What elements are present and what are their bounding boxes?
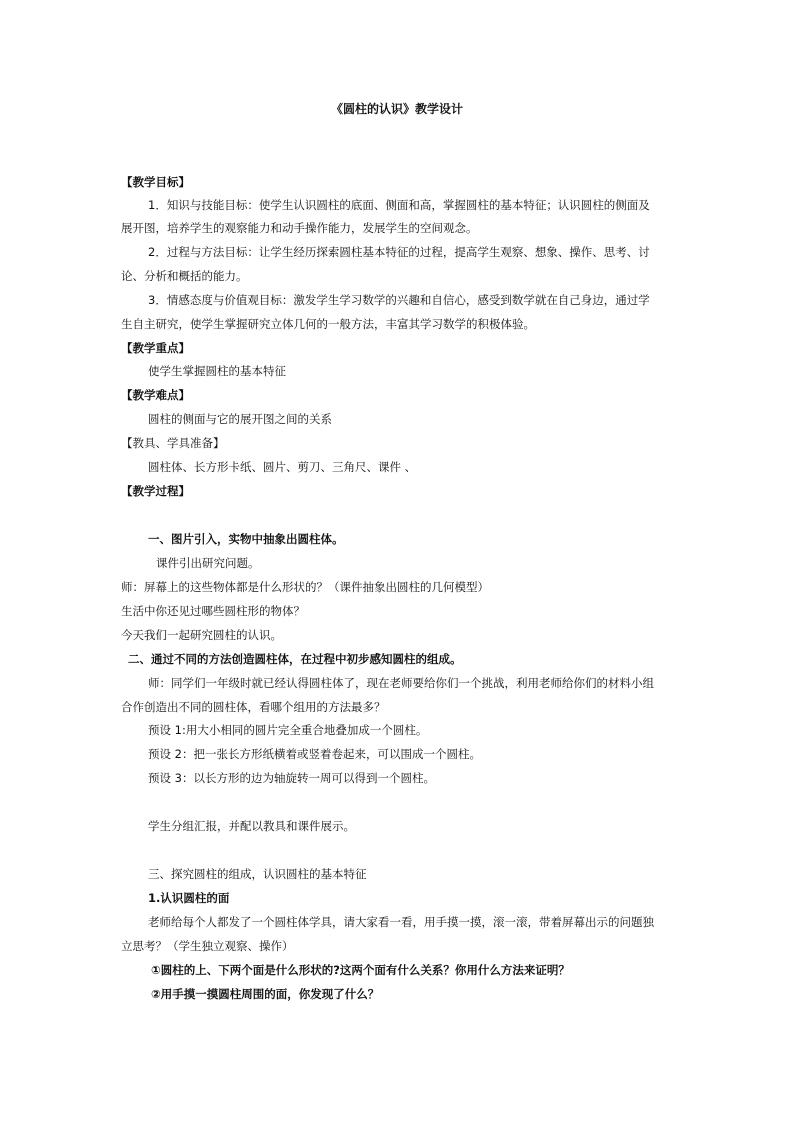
- key-point-heading: 【教学重点】: [121, 341, 190, 355]
- difficulty-heading: 【教学难点】: [121, 388, 190, 402]
- section-3-question-2: ②用手摸一摸圆柱周围的面，你发现了什么？: [151, 987, 380, 1001]
- process-heading: 【教学过程】: [121, 484, 190, 498]
- section-3-paragraph-line-1: 老师给每个人都发了一个圆柱体学具，请大家看一看，用手摸一摸，滚一滚，带着屏幕出示的问题独: [148, 915, 654, 929]
- document-title: 《圆柱的认识》教学设计: [330, 102, 463, 116]
- section-2-hypothesis-3: 预设 3：以长方形的边为轴旋转一周可以得到一个圆柱。: [148, 771, 435, 785]
- key-point-text: 使学生掌握圆柱的基本特征: [148, 364, 286, 378]
- section-2-paragraph-line-2: 合作创造出不同的圆柱体，看哪个组用的方法最多？: [121, 700, 386, 714]
- section-3-subheading: 1.认识圆柱的面: [148, 891, 230, 905]
- section-1-question-3: 今天我们一起研究圆柱的认识。: [121, 628, 282, 642]
- section-2-paragraph-line-1: 师：同学们一年级时就已经认得圆柱体了，现在老师要给你们一个挑战，利用老师给你们的材料小组: [148, 676, 654, 690]
- tools-text: 圆柱体、长方形卡纸、圆片、剪刀、三角尺、课件 、: [148, 460, 417, 474]
- section-2-report: 学生分组汇报，并配以教具和课件展示。: [148, 819, 355, 833]
- goal-2-line-2: 论、分析和概括的能力。: [121, 269, 248, 283]
- goal-1-line-2: 展开图，培养学生的观察能力和动手操作能力，发展学生的空间观念。: [121, 221, 478, 235]
- section-2-hypothesis-2: 预设 2：把一张长方形纸横着或竖着卷起来，可以围成一个圆柱。: [148, 747, 481, 761]
- section-1-question-2: 生活中你还见过哪些圆柱形的物体？: [121, 604, 305, 618]
- section-1-question-1: 师：屏幕上的这些物体都是什么形状的？（课件抽象出圆柱的几何模型）: [121, 580, 489, 594]
- tools-heading: 【教具、学具准备】: [121, 436, 225, 450]
- goal-3-line-1: 3．情感态度与价值观目标：激发学生学习数学的兴趣和自信心，感受到数学就在自己身边，通过学: [148, 293, 650, 307]
- section-3-paragraph-line-2: 立思考？（学生独立观察、操作）: [121, 939, 294, 953]
- goal-1-line-1: 1．知识与技能目标：使学生认识圆柱的底面、侧面和高，掌握圆柱的基本特征；认识圆柱的侧面及: [148, 198, 650, 212]
- section-2-hypothesis-1: 预设 1:用大小相同的圆片完全重合地叠加成一个圆柱。: [148, 723, 428, 737]
- section-3-question-1: ①圆柱的上、下两个面是什么形状的?这两个面有什么关系？你用什么方法来证明？: [151, 963, 570, 977]
- goal-3-line-2: 生自主研究，使学生掌握研究立体几何的一般方法，丰富其学习数学的积极体验。: [121, 317, 535, 331]
- goal-2-line-1: 2．过程与方法目标：让学生经历探索圆柱基本特征的过程，提高学生观察、想象、操作、思考、讨: [148, 245, 650, 259]
- section-3-heading: 三、探究圆柱的组成，认识圆柱的基本特征: [148, 867, 367, 881]
- section-1-heading: 一、图片引入，实物中抽象出圆柱体。: [148, 532, 344, 546]
- section-2-heading: 二、通过不同的方法创造圆柱体，在过程中初步感知圆柱的组成。: [128, 652, 462, 666]
- goals-heading: 【教学目标】: [121, 175, 190, 189]
- difficulty-text: 圆柱的侧面与它的展开图之间的关系: [148, 412, 332, 426]
- section-1-subheading: 课件引出研究问题。: [156, 556, 260, 570]
